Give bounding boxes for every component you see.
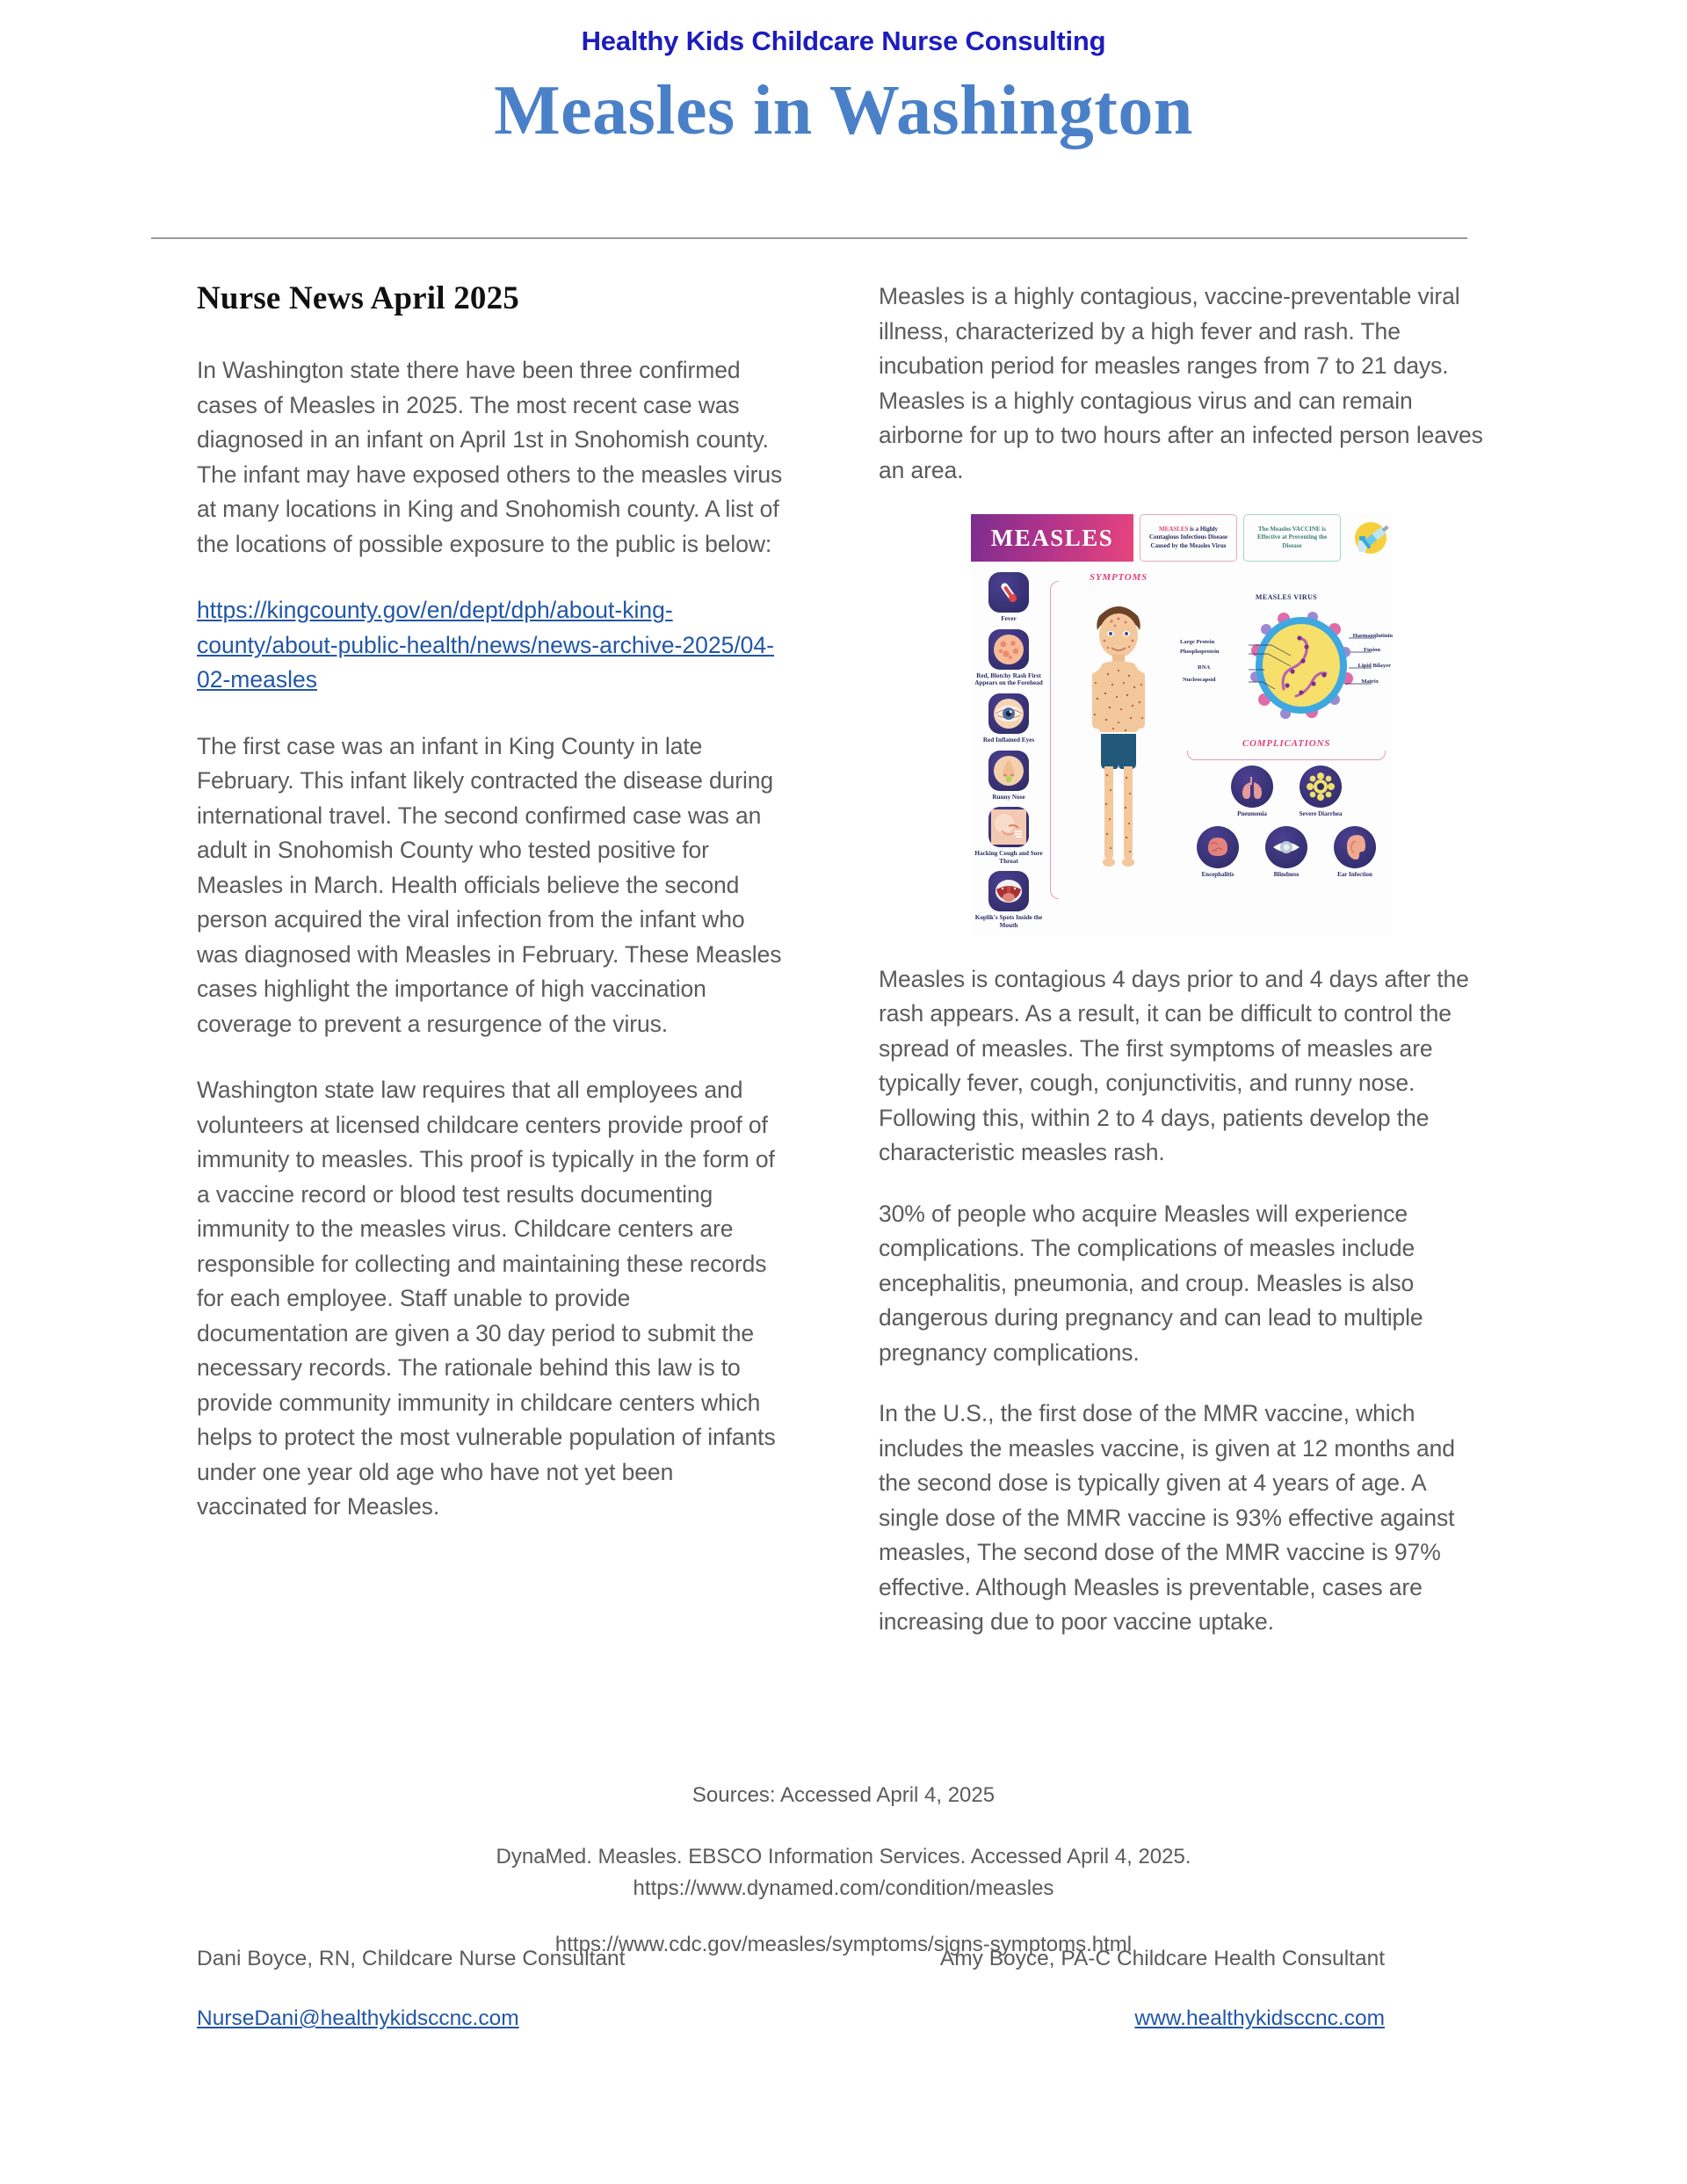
organization-name: Healthy Kids Childcare Nurse Consulting xyxy=(581,25,1106,56)
virus-label-fusion: Fusion xyxy=(1363,647,1380,653)
signoff-names-row xyxy=(0,1947,1687,1971)
king-county-exposure-link[interactable]: https://kingcounty.gov/en/dept/dph/about-king-county/about-public-health/news/news-archive-2025/04-02-measles xyxy=(197,597,774,693)
mouth-spots-icon xyxy=(988,871,1029,911)
right-paragraph-2: Measles is contagious 4 days prior to and 4 days after the rash appears. As a result, it can be difficult to control the spread of measles. The first symptoms of measles are typically fever, cough, conjunctivitis, and runny nose. Following this, within 2 to 4 days, patients develop the characteristic measles rash. xyxy=(879,965,1469,1166)
email-link[interactable]: NurseDani@healthykidsccnc.com xyxy=(197,2006,519,2030)
measles-infographic xyxy=(971,514,1393,936)
masthead xyxy=(0,0,1687,151)
inflamed-eye-icon xyxy=(988,693,1029,734)
symptom-label: Runny Nose xyxy=(992,793,1025,801)
symptom-label: Hacking Cough and Sore Throat xyxy=(974,850,1043,865)
signoff-name-right: Amy Boyce, PA-C Childcare Health Consultant xyxy=(939,1947,1385,1970)
symptom-item xyxy=(971,693,1046,744)
symptom-item xyxy=(971,807,1046,865)
virus-label-matrix: Matrix xyxy=(1361,678,1379,685)
virus-label-nucleocapsid: Nucleocapsid xyxy=(1183,677,1216,683)
lungs-icon xyxy=(1231,765,1273,808)
virus-and-complications xyxy=(1180,572,1393,936)
virus-label-large-protein: Large Protein xyxy=(1180,639,1215,645)
virus-label-rna: RNA xyxy=(1198,664,1211,671)
child-figure-with-rash xyxy=(1057,586,1180,903)
infographic-banner-title: MEASLES xyxy=(971,514,1133,562)
virus-diagram xyxy=(1180,601,1393,735)
ear-icon xyxy=(1334,826,1376,868)
complication-item xyxy=(1328,826,1382,878)
complication-item xyxy=(1293,765,1348,817)
right-column xyxy=(879,279,1485,1640)
right-paragraph-3: 30% of people who acquire Measles will experience complications. The complications of measles include encephalitis, pneumonia, and croup. Measles is also dangerous during pregnancy and can lead to multiple pregnancy complications. xyxy=(879,1200,1423,1366)
symptoms-figure-area xyxy=(1057,572,1180,936)
callout-contagious-text: is a Highly Contagious Infectious Disease Caused by the Measles Virus xyxy=(1148,525,1228,549)
citation-1-url: https://www.dynamed.com/condition/measles xyxy=(633,1876,1054,1900)
complication-item xyxy=(1259,826,1314,878)
callout-highlight-measles: MEASLES xyxy=(1158,525,1189,533)
symptom-label: Koplik's Spots Inside the Mouth xyxy=(974,914,1043,930)
cough-icon xyxy=(988,807,1029,847)
complication-label: Severe Diarrhea xyxy=(1299,810,1343,817)
signoff-block xyxy=(0,1947,1687,2066)
complications-row-1 xyxy=(1180,765,1393,817)
symptoms-icon-column xyxy=(971,572,1046,936)
complication-label: Blindness xyxy=(1273,871,1300,879)
source-citation-1 xyxy=(0,1841,1687,1905)
right-paragraph-4: In the U.S., the first dose of the MMR vaccine, which includes the measles vaccine, is given at 12 months and the second dose is typically given at 4 years of age. A single dose of the MMR vaccine is 93% effective against measles, The second dose of the MMR vaccine is 97% effective. Although Measles is preventable, cases are increasing due to poor vaccine uptake. xyxy=(879,1400,1455,1636)
complication-label: Ear Infection xyxy=(1337,871,1372,879)
sources-heading: Sources: Accessed April 4, 2025 xyxy=(691,1783,996,1807)
signoff-email-wrap xyxy=(197,2006,873,2031)
header-divider xyxy=(151,237,1467,239)
infographic-callout-vaccine: The Measles VACCINE is Effective at Preventing the Disease xyxy=(1243,514,1341,562)
symptom-label: Red Inflamed Eyes xyxy=(982,736,1035,744)
brain-icon xyxy=(1197,826,1239,868)
symptom-label: Fever xyxy=(1001,615,1017,622)
symptom-item xyxy=(971,751,1046,802)
symptom-label: Red, Blotchy Rash First Appears on the Forehead xyxy=(974,671,1043,687)
signoff-website-wrap xyxy=(873,2006,1490,2031)
source-citation-2-url: https://www.cdc.gov/measles/symptoms/signs-symptoms.html xyxy=(554,1933,1133,1956)
section-heading-nurse-news: Nurse News April 2025 xyxy=(197,280,519,316)
complications-title: COMPLICATIONS xyxy=(1242,738,1331,749)
symptom-item xyxy=(971,871,1046,929)
left-paragraph-3: Washington state law requires that all employees and volunteers at licensed childcare centers provide proof of immunity to measles. This proof is typically in the form of a vaccine record or blood test results documenting immunity to the measles virus. Childcare centers are responsible for collecting and maintaining these records for each employee. Staff unable to provide documentation are given a 30 day period to submit the necessary records. The rationale behind this law is to provide community immunity in childcare centers which helps to protect the most vulnerable population of infants under one year old age who have not yet been vaccinated for Measles. xyxy=(197,1077,776,1520)
symptoms-title: SYMPTOMS xyxy=(1089,572,1148,583)
syringe-icon xyxy=(1347,514,1393,562)
complication-label: Pneumonia xyxy=(1237,810,1267,817)
runny-nose-icon xyxy=(988,751,1029,791)
symptom-item xyxy=(971,629,1046,687)
infographic-header-row xyxy=(971,514,1393,562)
complication-item xyxy=(1225,765,1279,817)
page-title: Measles in Washington xyxy=(494,72,1193,150)
left-paragraph-2: The first case was an infant in King County in late February. This infant likely contracted the disease during international travel. The second confirmed case was an adult in Snohomish County who tested positive for Measles in March. Health officials believe the second person acquired the viral infection from the infant who was diagnosed with Measles in February. These Measles cases highlight the importance of high vaccination coverage to prevent a resurgence of the virus. xyxy=(197,732,782,1037)
left-column xyxy=(197,279,803,1640)
virus-label-haemagglutinin: Haemagglutinin xyxy=(1352,633,1393,639)
citation-1-text: DynaMed. Measles. EBSCO Information Services. Accessed April 4, 2025. xyxy=(496,1845,1191,1868)
complication-label: Encephalitis xyxy=(1201,871,1234,879)
complications-bracket xyxy=(1187,751,1386,760)
infographic-body xyxy=(971,572,1393,936)
virus-label-lipid-bilayer: Lipid Bilayer xyxy=(1358,663,1391,669)
website-link[interactable]: www.healthykidsccnc.com xyxy=(1134,2006,1385,2030)
left-paragraph-1: In Washington state there have been three confirmed cases of Measles in 2025. The most recent case was diagnosed in an infant on April 1st in Snohomish county. The infant may have exposed others to the measles virus at many locations in King and Snohomish county. A list of the locations of possible exposure to the public is below: xyxy=(197,357,783,557)
rash-icon xyxy=(988,629,1029,670)
infographic-callout-contagious xyxy=(1140,514,1237,562)
content-columns xyxy=(0,279,1687,1640)
eye-icon xyxy=(1265,826,1307,868)
virus-label-phosphoprotein: Phosphoprotein xyxy=(1180,649,1220,655)
signoff-name-left: Dani Boyce, RN, Childcare Nurse Consultant xyxy=(197,1947,626,1970)
symptom-item xyxy=(971,572,1046,623)
complication-item xyxy=(1191,826,1245,878)
virus-diagram-title: MEASLES VIRUS xyxy=(1255,593,1318,601)
symptoms-bracket xyxy=(1046,572,1057,936)
bacteria-icon xyxy=(1300,765,1342,808)
right-paragraph-1: Measles is a highly contagious, vaccine-preventable viral illness, characterized by a high fever and rash. The incubation period for measles ranges from 7 to 21 days. Measles is a highly contagious virus and can remain airborne for up to two hours after an infected person leaves an area. xyxy=(879,283,1483,483)
thermometer-icon xyxy=(988,572,1029,613)
signoff-contact-row xyxy=(0,2006,1687,2031)
complications-row-2 xyxy=(1180,826,1393,878)
